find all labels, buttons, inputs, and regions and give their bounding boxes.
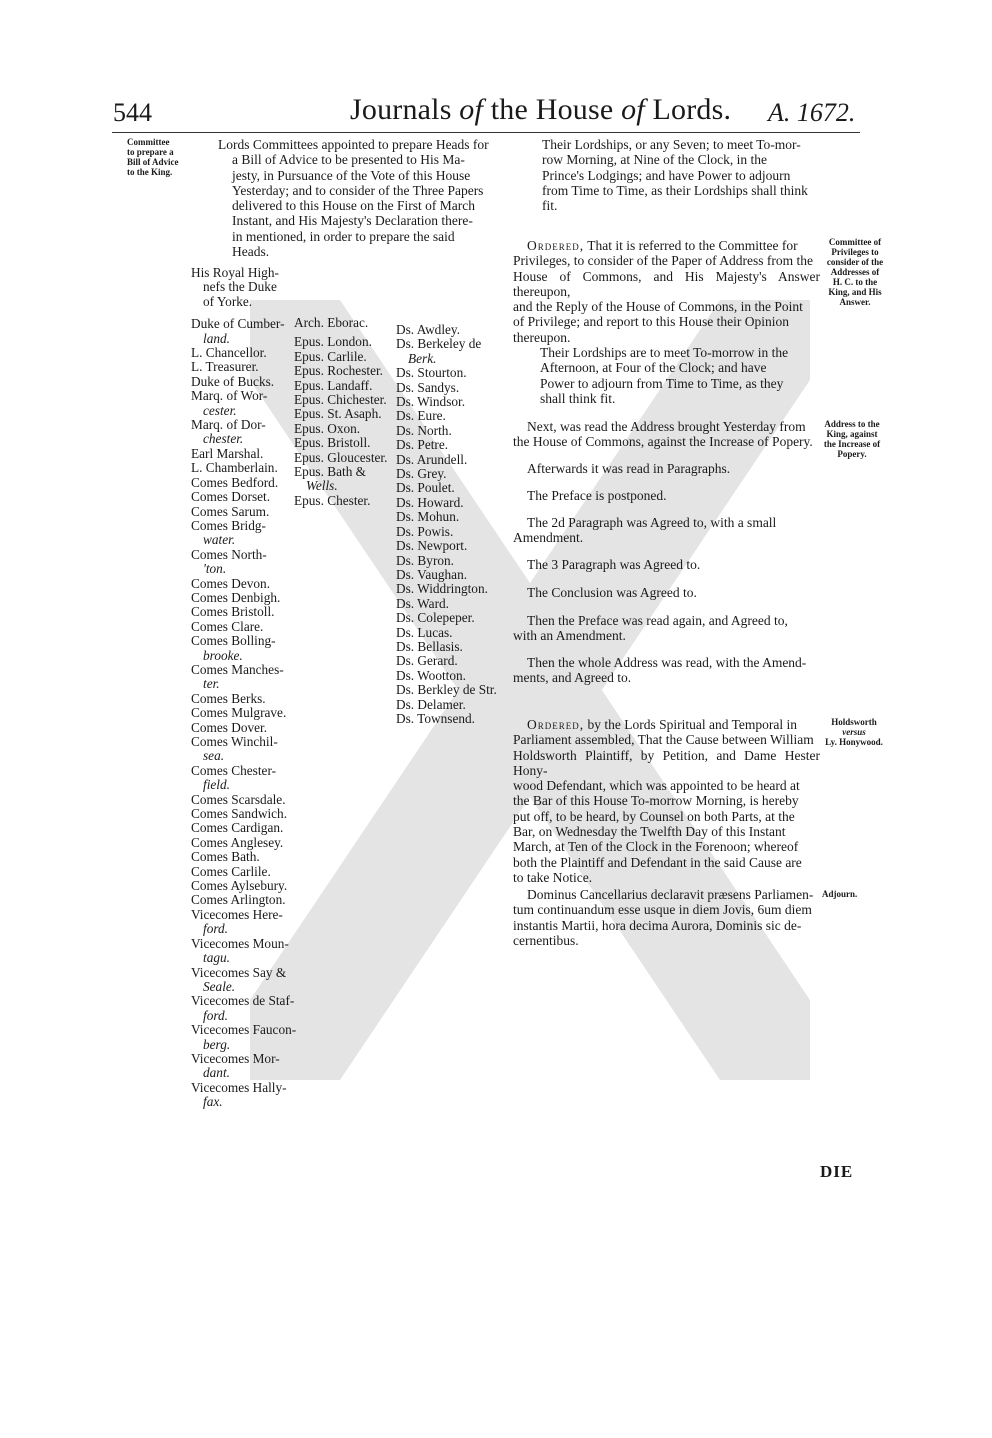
margin-note-adjourn: Adjourn. xyxy=(822,889,858,899)
header-rule xyxy=(112,132,860,133)
lords-list-col3: Ds. Awdley. Ds. Berkeley de Berk. Ds. Stourton. Ds. Sandys. Ds. Windsor. Ds. Eure. Ds. North. Ds. Petre. Ds. Arundell. Ds. Grey. Ds. Poulet. Ds. Howard. Ds. Mohun. Ds. Powis. Ds. Newport. Ds. Byron. Ds. Vaughan. Ds. Widdrington. Ds. Ward. Ds. Colepeper. Ds. Lucas. Ds. Bellasis. Ds. Gerard. Ds. Wootton. Ds. Berkley de Str. Ds. Delamer. Ds. Townsend. xyxy=(396,322,497,726)
paragraph-holdsworth-order: Ordered, by the Lords Spiritual and Temporal in Parliament assembled, That the Cause between William Holdsworth Plaintiff, by Petition, and Dame Hester Hony- wood Defendant, which was appointed to be heard at the Bar of this House To-morrow Morning, is hereby put off, to be heard, by Counsel on both Parts, at the Bar, on Wednesday the Twelfth Day of this Instant March, at Ten of the Clock in the Forenoon; whereof both the Plaintiff and Defendant in the said Cause are to take Notice. xyxy=(513,717,820,885)
paragraph-adjournment-latin: Dominus Cancellarius declaravit præsens Parliamen- tum continuandum esse usque in diem Jovis, 6um diem instantis Martii, hora decima Aurora, Dominis sic de- cernentibus. xyxy=(513,887,814,948)
page-title: Journals of the House of Lords. xyxy=(350,93,732,126)
paragraph-address-read: Next, was read the Address brought Yesterday from the House of Commons, against the Increase of Popery. xyxy=(513,419,813,450)
margin-note-committee-privileges: Committee of Privileges to consider of the Addresses of H. C. to the King, and His Answer. xyxy=(826,237,884,307)
paragraph-third-agreed: The 3 Paragraph was Agreed to. xyxy=(527,557,701,572)
paragraph-second-agreed: The 2d Paragraph was Agreed to, with a small Amendment. xyxy=(513,515,777,546)
lords-list-col1: His Royal High- nefs the Duke of Yorke. Duke of Cumber- land. L. Chancellor. L. Treasurer. Duke of Bucks. Marq. of Wor- cester. Marq. of Dor- chester. Earl Marshal. L. Chamberlain. Comes Bedford. Comes Dorset. Comes Sarum. Comes Bridg- water. Comes North- 'ton. Comes Devon. Comes Denbigh. Comes Bristoll. Comes Clare. Comes Bolling- brooke. Comes Manches- ter. Comes Berks. Comes Mulgrave. Comes Dover. Comes Winchil- sea. Comes Chester- field. Comes Scarsdale. Comes Sandwich. Comes Cardigan. Comes Anglesey. Comes Bath. Comes Carlile. Comes Aylsebury. Comes Arlington. Vicecomes Here- ford. Vicecomes Moun- tagu. Vicecomes Say & Seale. Vicecomes de Staf- ford. Vicecomes Faucon- berg. Vicecomes Mor- dant. Vicecomes Hally- fax. xyxy=(191,265,297,1110)
committee-intro: Lords Committees appointed to prepare Heads for a Bill of Advice to be presented to His Ma- jesty, in Pursuance of the Vote of this House Yesterday; and to consider of the Three Papers delivered to this House on the First of March Instant, and His Majesty's Declaration there- in mentioned, in order to prepare the said Heads. xyxy=(218,137,489,260)
margin-note-committee-bill: Committee to prepare a Bill of Advice to the King. xyxy=(127,137,179,177)
paragraph-meeting-time: Their Lordships, or any Seven; to meet To-mor- row Morning, at Nine of the Clock, in the Prince's Lodgings; and have Power to adjourn from Time to Time, as their Lordships shall think fit. xyxy=(542,137,808,214)
paragraph-afternoon-meeting: Their Lordships are to meet To-morrow in the Afternoon, at Four of the Clock; and have Power to adjourn from Time to Time, as they shall think fit. xyxy=(540,345,789,406)
catchword: DIE xyxy=(820,1162,854,1181)
page-year: A. 1672. xyxy=(768,98,856,127)
paragraph-preface-again: Then the Preface was read again, and Agreed to, with an Amendment. xyxy=(513,613,788,644)
paragraph-read-in-paragraphs: Afterwards it was read in Paragraphs. xyxy=(527,461,731,476)
paragraph-whole-address: Then the whole Address was read, with the Amend- ments, and Agreed to. xyxy=(513,655,807,686)
margin-note-address-popery: Address to the King, against the Increase of Popery. xyxy=(823,419,881,459)
paragraph-conclusion-agreed: The Conclusion was Agreed to. xyxy=(527,585,697,600)
lords-list-col2: Arch. Eborac. Epus. London. Epus. Carlile. Epus. Rochester. Epus. Landaff. Epus. Chichester. Epus. St. Asaph. Epus. Oxon. Epus. Bristoll. Epus. Gloucester. Epus. Bath & Wells. Epus. Chester. xyxy=(294,315,388,508)
margin-note-holdsworth: Holdsworth versus Ly. Honywood. xyxy=(825,717,883,747)
page-number: 544 xyxy=(113,98,152,127)
paragraph-privileges-order: Ordered, That it is referred to the Committee for Privileges, to consider of the Paper of Address from the House of Commons, and His Majesty's Answer thereupon, and the Reply of the House of Commons, in the Point of Privilege; and report to this House their Opinion thereupon. xyxy=(513,238,820,345)
paragraph-preface-postponed: The Preface is postponed. xyxy=(527,488,667,503)
